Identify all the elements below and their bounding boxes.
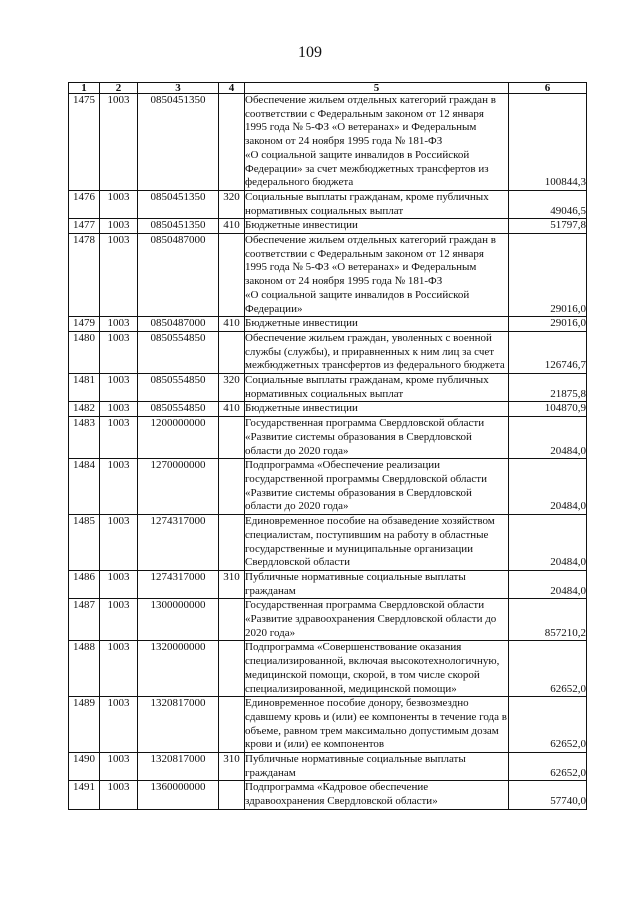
amount-cell: 126746,7: [509, 331, 587, 373]
section-code-cell: 1003: [100, 753, 138, 781]
target-article-code-cell: 0850451350: [138, 94, 219, 191]
amount-cell: 62652,0: [509, 753, 587, 781]
description-line: специалистам, поступившим на работу в областные: [245, 528, 489, 541]
description-cell: [245, 599, 509, 641]
section-code-cell: 1003: [100, 641, 138, 697]
expense-type-code-cell: [219, 234, 245, 317]
description-line: «Развитие системы образования в Свердловской: [245, 430, 472, 443]
description-line: Бюджетные инвестиции: [245, 402, 358, 415]
table-row: [69, 402, 587, 417]
description-cell: [245, 697, 509, 753]
row-number-cell: 1487: [69, 599, 100, 641]
description-cell: [245, 515, 509, 571]
target-article-code-cell: 1274317000: [138, 570, 219, 598]
description-line: Подпрограмма «Совершенствование оказания: [245, 641, 462, 654]
column-header-section: 2: [100, 83, 138, 94]
description-cell: [245, 331, 509, 373]
row-number-cell: 1478: [69, 234, 100, 317]
description-cell: [245, 402, 509, 417]
description-line: гражданам: [245, 766, 296, 779]
expense-type-code-cell: [219, 641, 245, 697]
description-line: Бюджетные инвестиции: [245, 219, 358, 232]
row-number-cell: 1484: [69, 459, 100, 515]
table-row: [69, 599, 587, 641]
row-number-cell: 1491: [69, 781, 100, 809]
expense-type-code-cell: 320: [219, 374, 245, 402]
description-line: «О социальной защите инвалидов в Российской: [245, 288, 470, 301]
description-line: Подпрограмма «Кадровое обеспечение: [245, 781, 429, 794]
description-line: Обеспечение жильем граждан, уволенных с военной: [245, 331, 492, 344]
description-cell: [245, 570, 509, 598]
amount-cell: 57740,0: [509, 781, 587, 809]
expense-type-code-cell: 310: [219, 753, 245, 781]
description-line: межбюджетных трансфертов из федерального бюджета: [245, 359, 505, 372]
description-line: нормативных социальных выплат: [245, 387, 404, 400]
expense-type-code-cell: 410: [219, 219, 245, 234]
description-line: здравоохранения Свердловской области»: [245, 795, 438, 808]
description-line: 1995 года № 5-ФЗ «О ветеранах» и Федеральным: [245, 261, 477, 274]
description-line: сдавшему кровь и (или) ее компоненты в течение года в: [245, 710, 507, 723]
section-code-cell: 1003: [100, 781, 138, 809]
description-line: Социальные выплаты гражданам, кроме публичных: [245, 190, 489, 203]
column-header-target-code: 3: [138, 83, 219, 94]
description-line: Публичные нормативные социальные выплаты: [245, 570, 466, 583]
section-code-cell: 1003: [100, 570, 138, 598]
description-cell: [245, 317, 509, 332]
expense-type-code-cell: [219, 599, 245, 641]
description-line: «Развитие здравоохранения Свердловской области до: [245, 613, 497, 626]
amount-cell: 62652,0: [509, 697, 587, 753]
target-article-code-cell: 0850554850: [138, 374, 219, 402]
expense-type-code-cell: [219, 697, 245, 753]
section-code-cell: 1003: [100, 331, 138, 373]
table-row: [69, 417, 587, 459]
description-cell: [245, 641, 509, 697]
amount-cell: 51797,8: [509, 219, 587, 234]
section-code-cell: 1003: [100, 374, 138, 402]
description-line: области до 2020 года»: [245, 500, 349, 513]
description-line: федерального бюджета: [245, 176, 354, 189]
row-number-cell: 1476: [69, 190, 100, 218]
budget-table: [68, 82, 587, 810]
row-number-cell: 1486: [69, 570, 100, 598]
target-article-code-cell: 0850487000: [138, 317, 219, 332]
page-number: 109: [298, 44, 322, 61]
table-row: [69, 570, 587, 598]
amount-cell: 49046,5: [509, 190, 587, 218]
description-line: Подпрограмма «Обеспечение реализации: [245, 459, 440, 472]
table-row: [69, 317, 587, 332]
description-line: законом от 24 ноября 1995 года № 181-ФЗ: [245, 275, 443, 288]
amount-cell: 21875,8: [509, 374, 587, 402]
amount-cell: 857210,2: [509, 599, 587, 641]
table-row: [69, 219, 587, 234]
row-number-cell: 1482: [69, 402, 100, 417]
description-line: «О социальной защите инвалидов в Российской: [245, 148, 470, 161]
column-header-description: 5: [245, 83, 509, 94]
expense-type-code-cell: [219, 515, 245, 571]
description-line: соответствии с Федеральным законом от 12 января: [245, 247, 484, 260]
table-row: [69, 781, 587, 809]
description-line: 2020 года»: [245, 626, 296, 639]
section-code-cell: 1003: [100, 459, 138, 515]
table-body: [69, 94, 587, 810]
description-cell: [245, 190, 509, 218]
target-article-code-cell: 1320817000: [138, 697, 219, 753]
description-line: Свердловской области: [245, 556, 350, 569]
description-cell: [245, 781, 509, 809]
amount-cell: 29016,0: [509, 317, 587, 332]
description-line: Единовременное пособие на обзаведение хозяйством: [245, 515, 495, 528]
table-row: [69, 515, 587, 571]
description-line: государственные и муниципальные организации: [245, 542, 474, 555]
row-number-cell: 1479: [69, 317, 100, 332]
row-number-cell: 1489: [69, 697, 100, 753]
description-cell: [245, 94, 509, 191]
target-article-code-cell: 0850451350: [138, 219, 219, 234]
table-row: [69, 459, 587, 515]
description-line: «Развитие системы образования в Свердловской: [245, 486, 472, 499]
expense-type-code-cell: [219, 331, 245, 373]
description-line: области до 2020 года»: [245, 444, 349, 457]
description-line: Единовременное пособие донору, безвозмездно: [245, 697, 469, 710]
section-code-cell: 1003: [100, 417, 138, 459]
amount-cell: 20484,0: [509, 459, 587, 515]
description-line: Бюджетные инвестиции: [245, 317, 358, 330]
table-row: [69, 331, 587, 373]
target-article-code-cell: 1320817000: [138, 753, 219, 781]
section-code-cell: 1003: [100, 599, 138, 641]
description-line: государственной программы Свердловской области: [245, 472, 487, 485]
description-line: Федерации» за счет межбюджетных трансфертов из: [245, 162, 489, 175]
section-code-cell: 1003: [100, 94, 138, 191]
target-article-code-cell: 0850451350: [138, 190, 219, 218]
description-line: Федерации»: [245, 302, 303, 315]
amount-cell: 20484,0: [509, 570, 587, 598]
table-row: [69, 94, 587, 191]
section-code-cell: 1003: [100, 515, 138, 571]
row-number-cell: 1480: [69, 331, 100, 373]
row-number-cell: 1481: [69, 374, 100, 402]
description-cell: [245, 417, 509, 459]
row-number-cell: 1483: [69, 417, 100, 459]
row-number-cell: 1475: [69, 94, 100, 191]
row-number-cell: 1488: [69, 641, 100, 697]
row-number-cell: 1477: [69, 219, 100, 234]
description-line: гражданам: [245, 584, 296, 597]
description-line: крови и (или) ее компонентов: [245, 738, 385, 751]
description-line: специализированной, медицинской помощи»: [245, 682, 457, 695]
description-line: службы (службы), и приравненных к ним лиц за счет: [245, 345, 495, 358]
amount-cell: 100844,3: [509, 94, 587, 191]
table-row: [69, 374, 587, 402]
amount-cell: 29016,0: [509, 234, 587, 317]
table-row: [69, 697, 587, 753]
target-article-code-cell: 1200000000: [138, 417, 219, 459]
target-article-code-cell: 1300000000: [138, 599, 219, 641]
description-cell: [245, 219, 509, 234]
column-header-expense-type: 4: [219, 83, 245, 94]
expense-type-code-cell: [219, 781, 245, 809]
description-line: специализированной, включая высокотехнологичную,: [245, 655, 500, 668]
table-row: [69, 641, 587, 697]
description-line: 1995 года № 5-ФЗ «О ветеранах» и Федеральным: [245, 121, 477, 134]
description-cell: [245, 753, 509, 781]
header-row: [69, 83, 587, 94]
section-code-cell: 1003: [100, 190, 138, 218]
section-code-cell: 1003: [100, 317, 138, 332]
table-header: [69, 83, 587, 94]
description-cell: [245, 459, 509, 515]
section-code-cell: 1003: [100, 402, 138, 417]
description-line: Публичные нормативные социальные выплаты: [245, 753, 466, 766]
expense-type-code-cell: 410: [219, 402, 245, 417]
target-article-code-cell: 0850554850: [138, 402, 219, 417]
table-row: [69, 190, 587, 218]
column-header-row-number: 1: [69, 83, 100, 94]
description-line: медицинской помощи, скорой, в том числе скорой: [245, 668, 480, 681]
table-row: [69, 753, 587, 781]
target-article-code-cell: 1360000000: [138, 781, 219, 809]
target-article-code-cell: 1320000000: [138, 641, 219, 697]
description-line: Обеспечение жильем отдельных категорий граждан в: [245, 234, 496, 247]
expense-type-code-cell: 320: [219, 190, 245, 218]
expense-type-code-cell: [219, 94, 245, 191]
description-line: законом от 24 ноября 1995 года № 181-ФЗ: [245, 135, 443, 148]
table-row: [69, 234, 587, 317]
target-article-code-cell: 1270000000: [138, 459, 219, 515]
amount-cell: 20484,0: [509, 417, 587, 459]
section-code-cell: 1003: [100, 219, 138, 234]
target-article-code-cell: 0850487000: [138, 234, 219, 317]
description-line: нормативных социальных выплат: [245, 204, 404, 217]
description-line: объеме, равном трем максимально допустимым дозам: [245, 724, 499, 737]
expense-type-code-cell: 410: [219, 317, 245, 332]
target-article-code-cell: 1274317000: [138, 515, 219, 571]
row-number-cell: 1485: [69, 515, 100, 571]
description-line: Государственная программа Свердловской области: [245, 599, 485, 612]
amount-cell: 62652,0: [509, 641, 587, 697]
description-cell: [245, 374, 509, 402]
amount-cell: 20484,0: [509, 515, 587, 571]
amount-cell: 104870,9: [509, 402, 587, 417]
section-code-cell: 1003: [100, 697, 138, 753]
expense-type-code-cell: [219, 459, 245, 515]
target-article-code-cell: 0850554850: [138, 331, 219, 373]
column-header-amount: 6: [509, 83, 587, 94]
description-line: соответствии с Федеральным законом от 12 января: [245, 107, 484, 120]
description-cell: [245, 234, 509, 317]
expense-type-code-cell: [219, 417, 245, 459]
description-line: Государственная программа Свердловской области: [245, 417, 485, 430]
section-code-cell: 1003: [100, 234, 138, 317]
description-line: Социальные выплаты гражданам, кроме публичных: [245, 374, 489, 387]
description-line: Обеспечение жильем отдельных категорий граждан в: [245, 94, 496, 106]
row-number-cell: 1490: [69, 753, 100, 781]
expense-type-code-cell: 310: [219, 570, 245, 598]
